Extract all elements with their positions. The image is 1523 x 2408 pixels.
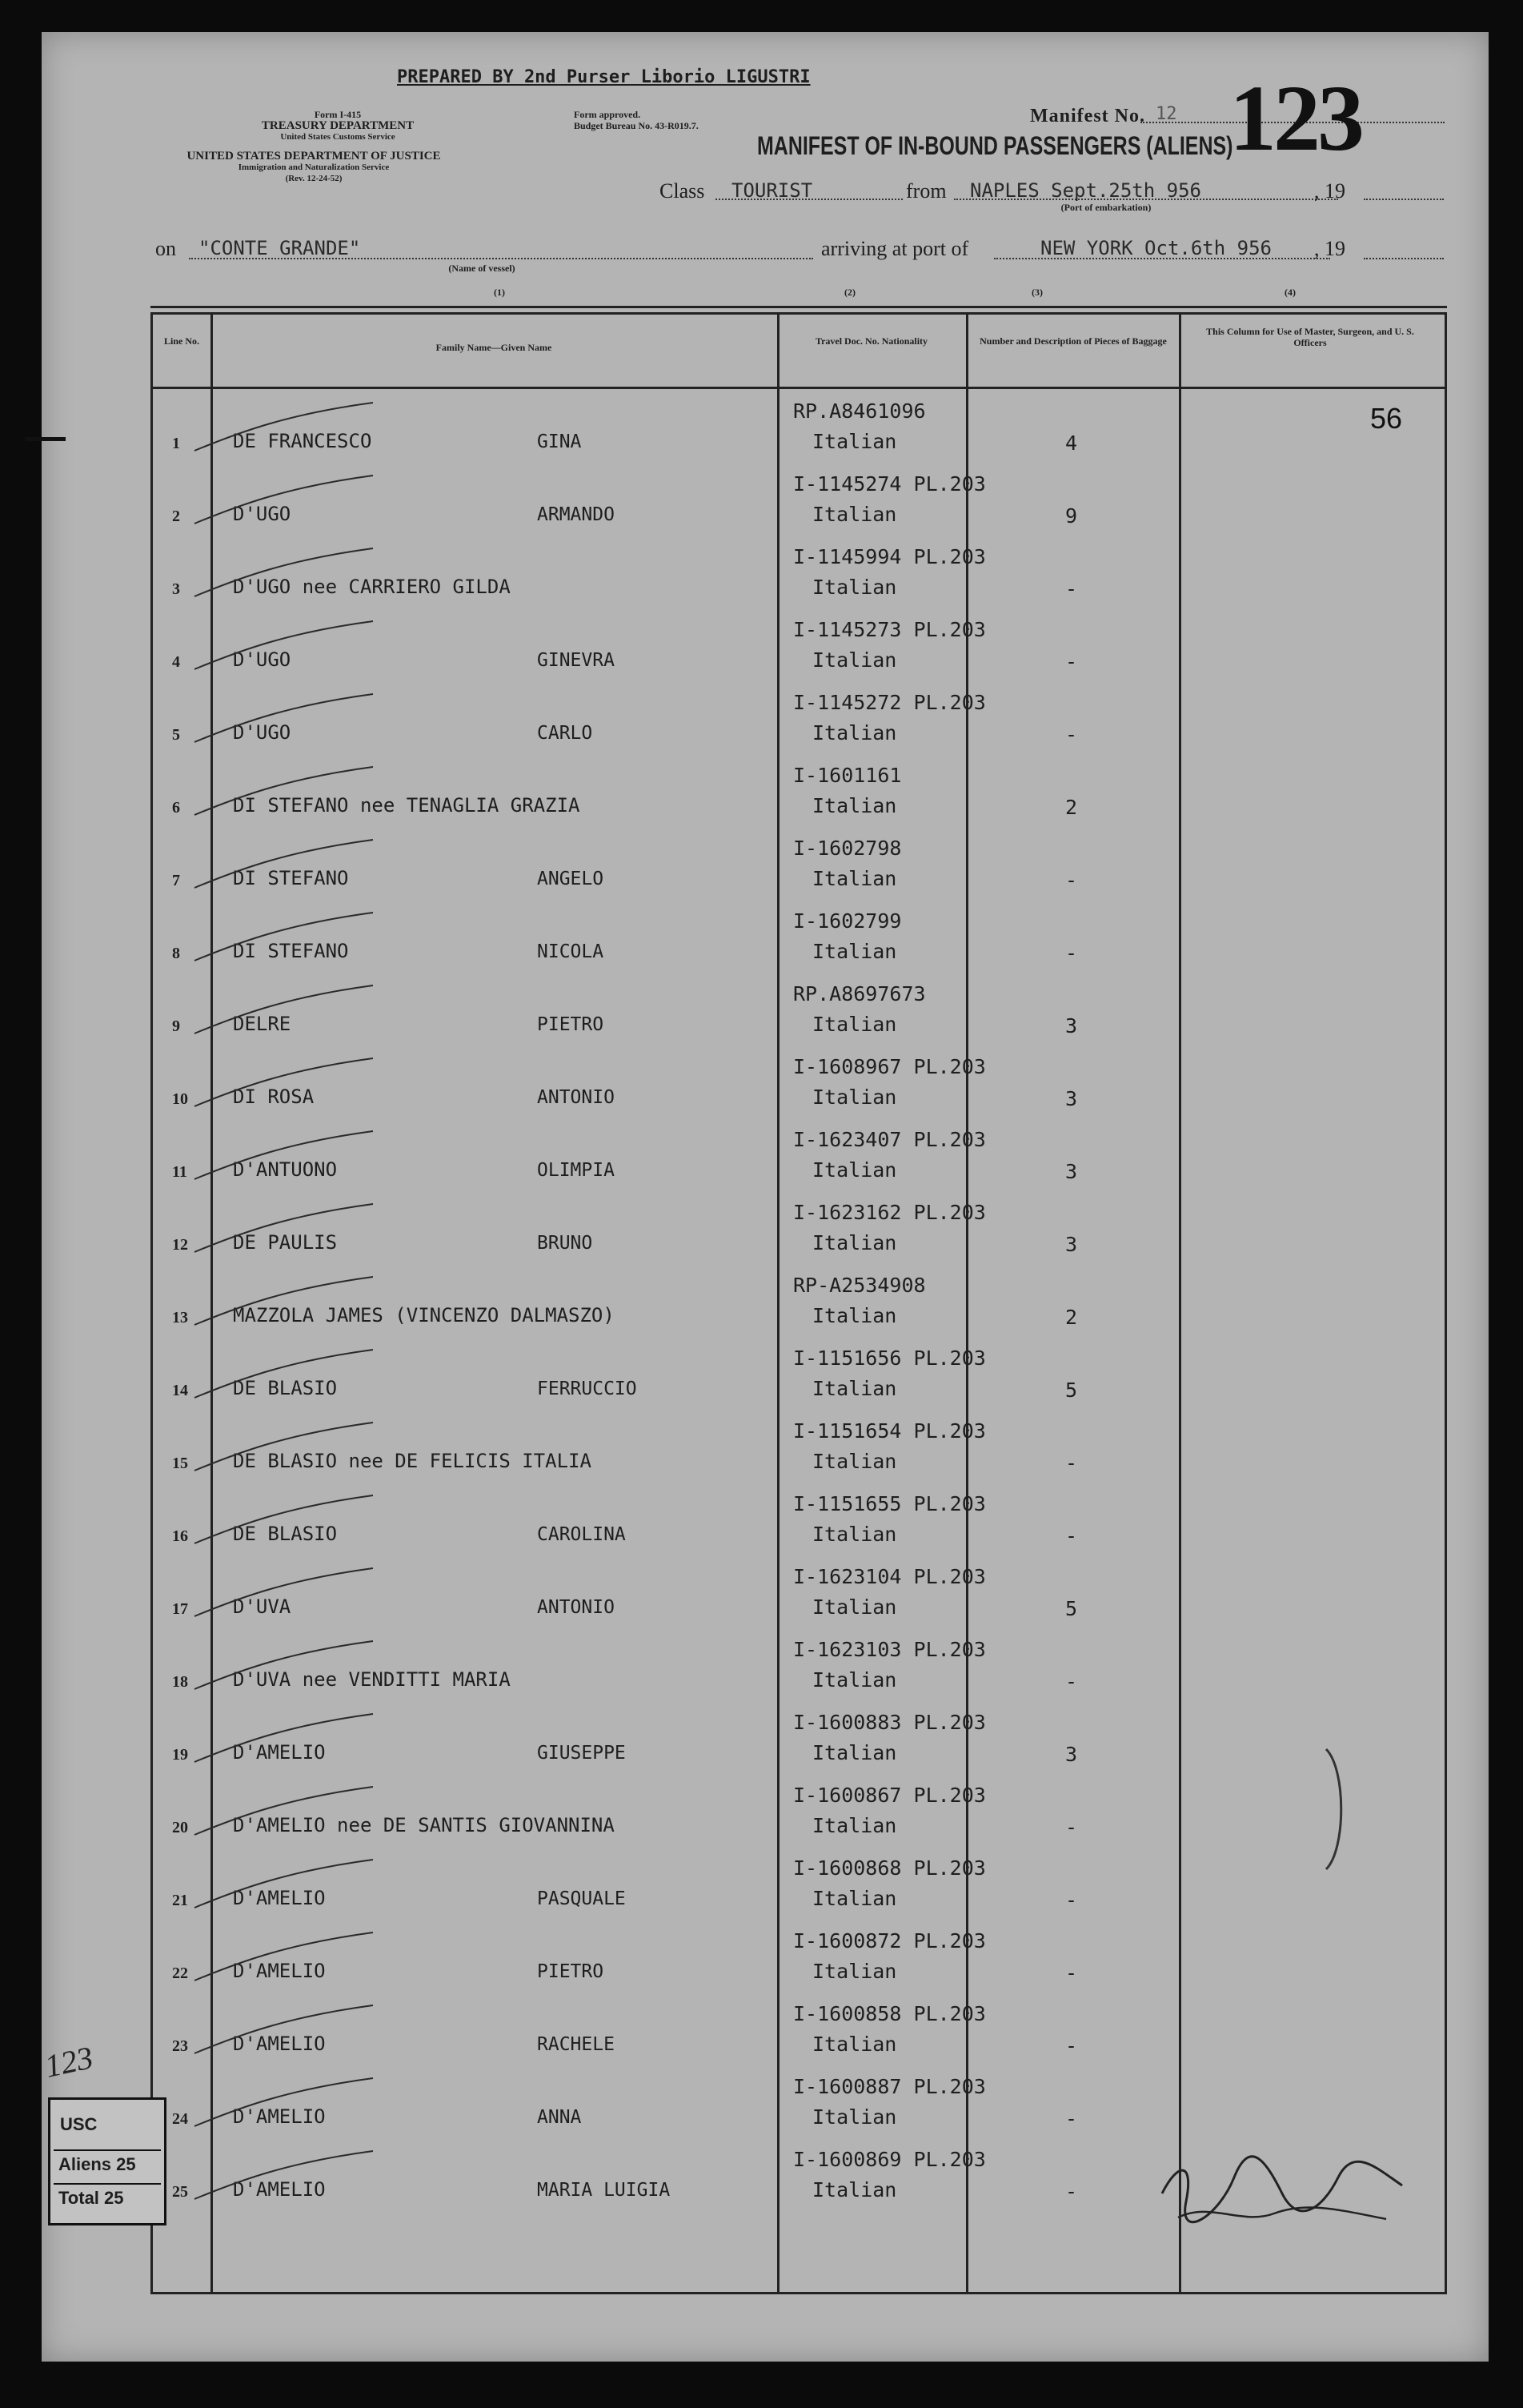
table-row	[153, 1408, 1445, 1480]
travel-doc-number: I-1608967 PL.203	[793, 1055, 986, 1078]
check-mark-stroke	[193, 399, 377, 456]
line-number: 20	[172, 1819, 188, 1836]
baggage-count: 3	[1065, 1233, 1078, 1256]
given-name: PIETRO	[537, 1014, 604, 1035]
family-name: D'AMELIO	[233, 1887, 326, 1909]
table-row	[153, 1991, 1445, 2063]
baggage-count: -	[1065, 869, 1078, 892]
line-number: 11	[172, 1163, 187, 1181]
table-row	[153, 1117, 1445, 1189]
given-name: RACHELE	[537, 2034, 615, 2055]
table-row	[153, 2064, 1445, 2136]
nationality: Italian	[812, 1595, 897, 1619]
baggage-count: 3	[1065, 1160, 1078, 1183]
on-label: on	[155, 237, 176, 260]
travel-doc-number: I-1600887 PL.203	[793, 2075, 986, 2098]
table-row	[153, 680, 1445, 752]
table-row	[153, 1700, 1445, 1772]
travel-doc-number: I-1602799	[793, 909, 902, 933]
stamp-line-usc: USC	[60, 2114, 98, 2134]
nationality: Italian	[812, 794, 897, 817]
nationality: Italian	[812, 721, 897, 744]
baggage-count: 3	[1065, 1014, 1078, 1037]
nationality: Italian	[812, 503, 897, 526]
line-number: 4	[172, 653, 180, 671]
nationality: Italian	[812, 2178, 897, 2201]
check-mark-stroke	[193, 545, 377, 601]
line-number: 22	[172, 1965, 188, 1982]
manifest-no-faint: 12	[1156, 104, 1177, 124]
travel-doc-number: RP.A8697673	[793, 982, 926, 1005]
table-row	[153, 1481, 1445, 1553]
line-number: 18	[172, 1673, 188, 1691]
nationality: Italian	[812, 867, 897, 890]
family-name: D'UVA nee VENDITTI MARIA	[233, 1668, 511, 1691]
travel-doc-number: I-1623104 PL.203	[793, 1565, 986, 1588]
table-row	[153, 1772, 1445, 1844]
baggage-count: 5	[1065, 1597, 1078, 1620]
check-mark-stroke	[193, 2075, 377, 2131]
given-name: GINEVRA	[537, 650, 615, 671]
travel-doc-number: I-1623162 PL.203	[793, 1201, 986, 1224]
given-name: PASQUALE	[537, 1888, 626, 1909]
year-prefix-2: , 19	[1314, 237, 1345, 260]
travel-doc-number: RP.A8461096	[793, 399, 926, 423]
line-number: 23	[172, 2037, 188, 2055]
manifest-number-stamp: 123	[1229, 66, 1361, 171]
nationality: Italian	[812, 1887, 897, 1910]
check-mark-stroke	[193, 691, 377, 747]
line-number: 16	[172, 1527, 188, 1545]
travel-doc-number: I-1600883 PL.203	[793, 1711, 986, 1734]
year-prefix-1: , 19	[1314, 179, 1345, 203]
officer-signature	[1146, 2145, 1418, 2233]
family-name: DE BLASIO	[233, 1377, 338, 1399]
line-number: 14	[172, 1382, 188, 1399]
arriving-label: arriving at port of	[821, 237, 969, 260]
baggage-count: -	[1065, 2180, 1078, 2203]
baggage-count: -	[1065, 1451, 1078, 1475]
family-name: D'UGO	[233, 503, 291, 525]
line-number: 19	[172, 1746, 188, 1764]
line-number: 25	[172, 2183, 188, 2201]
customs-service: United States Customs Service	[280, 132, 395, 142]
baggage-count: -	[1065, 1816, 1078, 1839]
check-mark-stroke	[193, 982, 377, 1038]
margin-arrow	[26, 437, 66, 441]
ins-service: Immigration and Naturalization Service	[238, 163, 390, 172]
line-number: 8	[172, 945, 180, 962]
class-label: Class	[659, 179, 705, 203]
margin-number-note: 123	[41, 2039, 97, 2085]
given-name: OLIMPIA	[537, 1160, 615, 1181]
table-row	[153, 1190, 1445, 1262]
form-revision: (Rev. 12-24-52)	[285, 174, 343, 183]
col-num-4: (4)	[1285, 287, 1296, 298]
baggage-count: -	[1065, 941, 1078, 965]
port-embark-note: (Port of embarkation)	[1060, 202, 1152, 213]
baggage-count: -	[1065, 1670, 1078, 1693]
baggage-count: -	[1065, 1888, 1078, 1912]
travel-doc-number: I-1145272 PL.203	[793, 691, 986, 714]
nationality: Italian	[812, 940, 897, 963]
line-number: 7	[172, 872, 180, 889]
travel-doc-number: I-1600868 PL.203	[793, 1856, 986, 1880]
given-name: NICOLA	[537, 941, 604, 962]
from-value: NAPLES Sept.25th 956	[970, 179, 1201, 202]
table-row	[153, 461, 1445, 533]
stamp-line-aliens: Aliens 25	[58, 2154, 136, 2174]
form-id: Form I-415	[314, 109, 362, 120]
baggage-count: 2	[1065, 1306, 1078, 1329]
check-mark-stroke	[193, 837, 377, 893]
manifest-title: MANIFEST OF IN-BOUND PASSENGERS (ALIENS)	[757, 131, 1233, 160]
header-rule	[150, 306, 1447, 308]
baggage-count: -	[1065, 1961, 1078, 1985]
table-row	[153, 971, 1445, 1043]
line-number: 24	[172, 2110, 188, 2128]
manifest-no-label: Manifest No.	[1030, 106, 1145, 126]
line-number: 2	[172, 508, 180, 525]
table-row	[153, 898, 1445, 970]
given-name: ANTONIO	[537, 1087, 615, 1108]
check-mark-stroke	[193, 1419, 377, 1475]
nationality: Italian	[812, 1668, 897, 1692]
given-name: ANGELO	[537, 869, 604, 889]
nationality: Italian	[812, 576, 897, 599]
travel-doc-number: I-1623103 PL.203	[793, 1638, 986, 1661]
check-mark-stroke	[193, 1492, 377, 1548]
family-name: D'ANTUONO	[233, 1158, 338, 1181]
line-number: 12	[172, 1236, 188, 1254]
given-name: GINA	[537, 431, 582, 452]
table-row	[153, 825, 1445, 897]
travel-doc-number: I-1151654 PL.203	[793, 1419, 986, 1443]
nationality: Italian	[812, 1304, 897, 1327]
check-mark-stroke	[193, 618, 377, 674]
baggage-count: 9	[1065, 504, 1078, 528]
col-header-officers: This Column for Use of Master, Surgeon, and U. S. Officers	[1206, 326, 1414, 348]
travel-doc-number: I-1145994 PL.203	[793, 545, 986, 568]
check-mark-stroke	[193, 1201, 377, 1257]
baggage-count: 3	[1065, 1743, 1078, 1766]
family-name: D'AMELIO	[233, 2033, 326, 2055]
family-name: DI ROSA	[233, 1086, 315, 1108]
travel-doc-number: I-1623407 PL.203	[793, 1128, 986, 1151]
family-name: DELRE	[233, 1013, 291, 1035]
baggage-count: 5	[1065, 1379, 1078, 1402]
family-name: D'AMELIO	[233, 2178, 326, 2201]
col-header-line-no: Line No.	[163, 335, 199, 347]
baggage-count: -	[1065, 2034, 1078, 2057]
class-value: TOURIST	[731, 179, 813, 202]
table-row	[153, 1918, 1445, 1990]
check-mark-stroke	[193, 1346, 377, 1403]
family-name: MAZZOLA JAMES (VINCENZO DALMASZO)	[233, 1304, 615, 1326]
given-name: ANTONIO	[537, 1597, 615, 1618]
page-count-note: 56	[1370, 402, 1403, 435]
family-name: DE PAULIS	[233, 1231, 338, 1254]
passenger-table	[150, 312, 1447, 2294]
table-row	[153, 1262, 1445, 1334]
baggage-count: 4	[1065, 431, 1078, 455]
travel-doc-number: I-1151656 PL.203	[793, 1346, 986, 1370]
table-row	[153, 1044, 1445, 1116]
travel-doc-number: I-1145273 PL.203	[793, 618, 986, 641]
col-header-travel-doc: Travel Doc. No. Nationality	[815, 335, 928, 347]
given-name: FERRUCCIO	[537, 1379, 637, 1399]
nationality: Italian	[812, 430, 897, 453]
baggage-count: -	[1065, 723, 1078, 746]
line-number: 10	[172, 1090, 188, 1108]
line-number: 15	[172, 1455, 188, 1472]
given-name: GIUSEPPE	[537, 1743, 626, 1764]
nationality: Italian	[812, 1450, 897, 1473]
check-mark-stroke	[193, 1274, 377, 1330]
nationality: Italian	[812, 1814, 897, 1837]
check-mark-stroke	[193, 1565, 377, 1621]
vessel-name: "CONTE GRANDE"	[198, 237, 361, 259]
travel-doc-number: RP-A2534908	[793, 1274, 926, 1297]
vessel-note: (Name of vessel)	[448, 263, 515, 274]
table-row	[153, 1335, 1445, 1407]
line-number: 9	[172, 1017, 180, 1035]
given-name: CARLO	[537, 723, 593, 744]
treasury-dept: TREASURY DEPARTMENT	[261, 119, 415, 132]
family-name: D'UGO	[233, 648, 291, 671]
check-mark-stroke	[193, 2148, 377, 2204]
budget-bureau: Budget Bureau No. 43-R019.7.	[574, 120, 699, 131]
travel-doc-number: I-1602798	[793, 837, 902, 860]
nationality: Italian	[812, 1231, 897, 1254]
manifest-sheet	[42, 32, 1489, 2362]
nationality: Italian	[812, 2105, 897, 2129]
given-name: ARMANDO	[537, 504, 615, 525]
line-number: 17	[172, 1600, 188, 1618]
baggage-count: -	[1065, 2107, 1078, 2130]
travel-doc-number: I-1601161	[793, 764, 902, 787]
line-number: 3	[172, 580, 180, 598]
travel-doc-number: I-1151655 PL.203	[793, 1492, 986, 1515]
prepared-by: PREPARED BY 2nd Purser Liborio LIGUSTRI	[397, 67, 811, 87]
nationality: Italian	[812, 648, 897, 672]
given-name: PIETRO	[537, 1961, 604, 1982]
family-name: D'UGO	[233, 721, 291, 744]
check-mark-stroke	[193, 1929, 377, 1985]
year-dotted-line-1	[1364, 199, 1444, 200]
table-row	[153, 1845, 1445, 1917]
stamp-divider-2	[54, 2183, 161, 2185]
check-mark-stroke	[193, 1055, 377, 1111]
family-name: DI STEFANO nee TENAGLIA GRAZIA	[233, 794, 580, 817]
family-name: D'UGO nee CARRIERO GILDA	[233, 576, 511, 598]
baggage-count: -	[1065, 577, 1078, 600]
table-row	[153, 752, 1445, 825]
line-number: 5	[172, 726, 180, 744]
family-name: D'AMELIO nee DE SANTIS GIOVANNINA	[233, 1814, 615, 1836]
from-label: from	[906, 179, 947, 203]
col-header-baggage: Number and Description of Pieces of Baggage	[980, 335, 1167, 347]
nationality: Italian	[812, 2033, 897, 2056]
check-mark-stroke	[193, 1638, 377, 1694]
nationality: Italian	[812, 1158, 897, 1182]
line-number: 13	[172, 1309, 188, 1326]
family-name: DE FRANCESCO	[233, 430, 372, 452]
family-name: DI STEFANO	[233, 867, 349, 889]
line-number: 6	[172, 799, 180, 817]
check-mark-stroke	[193, 472, 377, 528]
travel-doc-number: I-1600867 PL.203	[793, 1784, 986, 1807]
family-name: D'UVA	[233, 1595, 291, 1618]
travel-doc-number: I-1600858 PL.203	[793, 2002, 986, 2025]
check-mark-stroke	[193, 2002, 377, 2058]
year-dotted-line-2	[1364, 258, 1444, 259]
line-number: 21	[172, 1892, 188, 1909]
given-name: BRUNO	[537, 1233, 593, 1254]
family-name: DE BLASIO	[233, 1523, 338, 1545]
given-name: MARIA LUIGIA	[537, 2180, 671, 2201]
family-name: D'AMELIO	[233, 2105, 326, 2128]
check-mark-stroke	[193, 764, 377, 820]
table-row	[153, 534, 1445, 606]
col-num-1: (1)	[494, 287, 505, 298]
nationality: Italian	[812, 1960, 897, 1983]
nationality: Italian	[812, 1523, 897, 1546]
line-number: 1	[172, 435, 180, 452]
travel-doc-number: I-1600869 PL.203	[793, 2148, 986, 2171]
justice-dept: UNITED STATES DEPARTMENT OF JUSTICE	[186, 150, 441, 163]
baggage-count: 3	[1065, 1087, 1078, 1110]
family-name: DI STEFANO	[233, 940, 349, 962]
family-name: DE BLASIO nee DE FELICIS ITALIA	[233, 1450, 591, 1472]
nationality: Italian	[812, 1086, 897, 1109]
margin-bracket	[1322, 1745, 1354, 1873]
form-approved: Form approved.	[574, 109, 641, 120]
travel-doc-number: I-1600872 PL.203	[793, 1929, 986, 1952]
check-mark-stroke	[193, 1711, 377, 1767]
check-mark-stroke	[193, 1856, 377, 1912]
col-num-3: (3)	[1032, 287, 1043, 298]
stamp-divider-1	[54, 2149, 161, 2151]
usc-stamp	[48, 2097, 166, 2225]
baggage-count: 2	[1065, 796, 1078, 819]
check-mark-stroke	[193, 909, 377, 965]
family-name: D'AMELIO	[233, 1960, 326, 1982]
travel-doc-number: I-1145274 PL.203	[793, 472, 986, 496]
family-name: D'AMELIO	[233, 1741, 326, 1764]
table-row	[153, 1554, 1445, 1626]
baggage-count: -	[1065, 650, 1078, 673]
check-mark-stroke	[193, 1128, 377, 1184]
table-row	[153, 1627, 1445, 1699]
baggage-count: -	[1065, 1524, 1078, 1547]
table-row	[153, 388, 1445, 460]
nationality: Italian	[812, 1377, 897, 1400]
nationality: Italian	[812, 1741, 897, 1764]
nationality: Italian	[812, 1013, 897, 1036]
col-num-2: (2)	[844, 287, 856, 298]
table-row	[153, 607, 1445, 679]
stamp-line-total: Total 25	[58, 2188, 124, 2208]
given-name: CAROLINA	[537, 1524, 626, 1545]
check-mark-stroke	[193, 1784, 377, 1840]
arriving-value: NEW YORK Oct.6th 956	[1040, 237, 1272, 259]
given-name: ANNA	[537, 2107, 582, 2128]
col-header-family-given: Family Name—Given Name	[435, 342, 552, 353]
